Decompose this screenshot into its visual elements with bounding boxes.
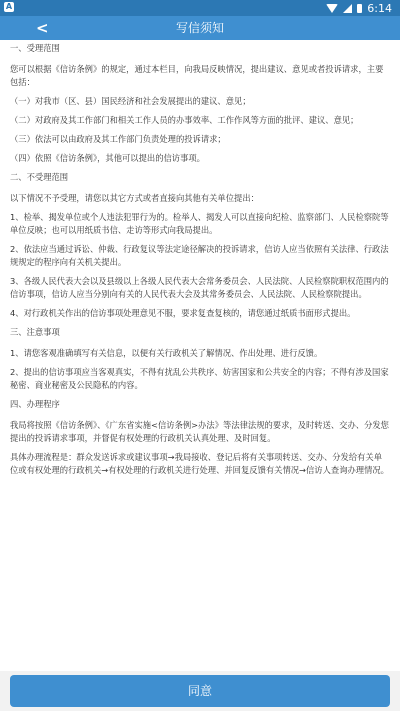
bottom-bar	[0, 671, 400, 711]
paragraph: 2、依法应当通过诉讼、仲裁、行政复议等法定途径解决的投诉请求，信访人应当依照有关法律、行政法规规定的程序向有关机关提出。	[10, 244, 389, 267]
paragraph: （四）依照《信访条例》，其他可以提出的信访事项。	[10, 153, 205, 163]
app-notification-icon: A	[5, 2, 13, 11]
section-heading: 四、办理程序	[10, 399, 60, 409]
wifi-icon	[326, 4, 338, 13]
paragraph: 2、提出的信访事项应当客观真实，不得有扰乱公共秩序、妨害国家和公共安全的内容；不得有涉及国家秘密、商业秘密及公民隐私的内容。	[10, 367, 389, 390]
signal-icon	[343, 4, 352, 13]
paragraph: 我局将按照《信访条例》、《广东省实施<信访条例>办法》等法律法规的要求，及时转送、交办、分发您提出的投诉请求事项，并督促有权处理的行政机关认真处理、及时回复。	[10, 420, 389, 443]
back-button[interactable]: <	[36, 19, 49, 37]
paragraph: 1、请您客观准确填写有关信息，以便有关行政机关了解情况、作出处理、进行反馈。	[10, 348, 323, 358]
paragraph: 4、对行政机关作出的信访事项处理意见不服，要求复查复核的，请您通过纸质书面形式提出。	[10, 308, 356, 318]
section-heading: 三、注意事项	[10, 327, 60, 337]
battery-icon	[357, 4, 362, 13]
section-heading: 二、不受理范围	[10, 172, 69, 182]
status-bar	[0, 0, 400, 16]
paragraph: 具体办理流程是：群众发送诉求或建议事项→我局接收、登记后将有关事项转送、交办、分发给有关单位或有权处理的行政机关→有权处理的行政机关进行处理、并回复反馈有关情况→信访人查询办理情况。	[10, 452, 389, 475]
paragraph: （一）对我市（区、县）国民经济和社会发展提出的建议、意见；	[10, 96, 251, 106]
status-icons	[326, 1, 392, 15]
paragraph: 以下情况不予受理，请您以其它方式或者直接向其他有关单位提出：	[10, 193, 259, 203]
paragraph: （二）对政府及其工作部门和相关工作人员的办事效率、工作作风等方面的批评、建议、意见；	[10, 115, 359, 125]
page-title: 写信须知	[175, 21, 224, 35]
status-time: 6:14	[367, 1, 392, 15]
notice-content	[10, 42, 390, 483]
app-bar	[0, 16, 400, 40]
agree-button[interactable]: 同意	[10, 675, 390, 707]
paragraph: 3、各级人民代表大会以及县级以上各级人民代表大会常务委员会、人民法院、人民检察院职权范围内的信访事项，信访人应当分别向有关的人民代表大会及其常务委员会、人民法院、人民检察院提出。	[10, 276, 389, 299]
section-heading: 一、受理范围	[10, 43, 60, 53]
paragraph: 1、检举、揭发单位或个人违法犯罪行为的。检举人、揭发人可以直接向纪检、监察部门、人民检察院等单位反映；也可以用纸质书信、走访等形式向我局提出。	[10, 212, 389, 235]
paragraph: 您可以根据《信访条例》的规定，通过本栏目，向我局反映情况，提出建议、意见或者投诉请求，主要包括：	[10, 64, 384, 87]
paragraph: （三）依法可以由政府及其工作部门负责处理的投诉请求；	[10, 134, 226, 144]
